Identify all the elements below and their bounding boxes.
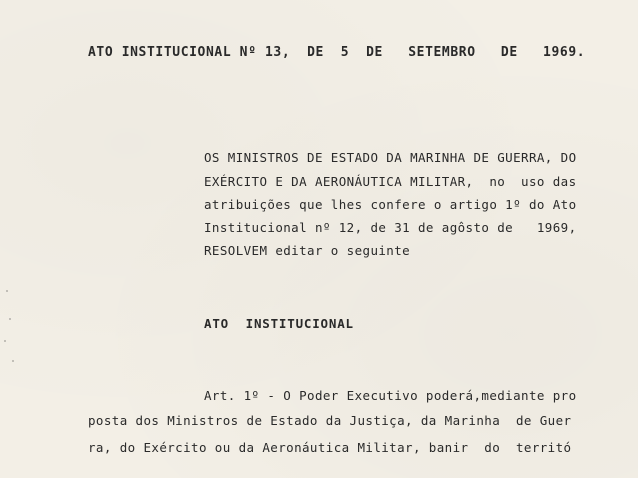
article-line-3: ra, do Exército ou da Aeronáutica Militar, banir do territó (88, 440, 572, 455)
article-line-2: posta dos Ministros de Estado da Justiça, da Marinha de Guer (88, 413, 572, 428)
section-heading: ATO INSTITUCIONAL (204, 316, 354, 331)
preamble-line-4: Institucional nº 12, de 31 de agôsto de 1969, (204, 220, 577, 235)
paper-speck (12, 360, 14, 362)
paper-speck (6, 290, 8, 292)
preamble-line-1: OS MINISTROS DE ESTADO DA MARINHA DE GUERRA, DO (204, 150, 577, 165)
preamble-line-2: EXÉRCITO E DA AERONÁUTICA MILITAR, no uso das (204, 174, 577, 189)
preamble-line-5: RESOLVEM editar o seguinte (204, 243, 411, 258)
paper-speck (4, 340, 6, 342)
document-title: ATO INSTITUCIONAL Nº 13, DE 5 DE SETEMBRO DE 1969. (88, 45, 586, 60)
article-line-1: Art. 1º - O Poder Executivo poderá,mediante pro (204, 388, 577, 403)
preamble-line-3: atribuições que lhes confere o artigo 1º do Ato (204, 197, 577, 212)
paper-speck (9, 318, 11, 320)
